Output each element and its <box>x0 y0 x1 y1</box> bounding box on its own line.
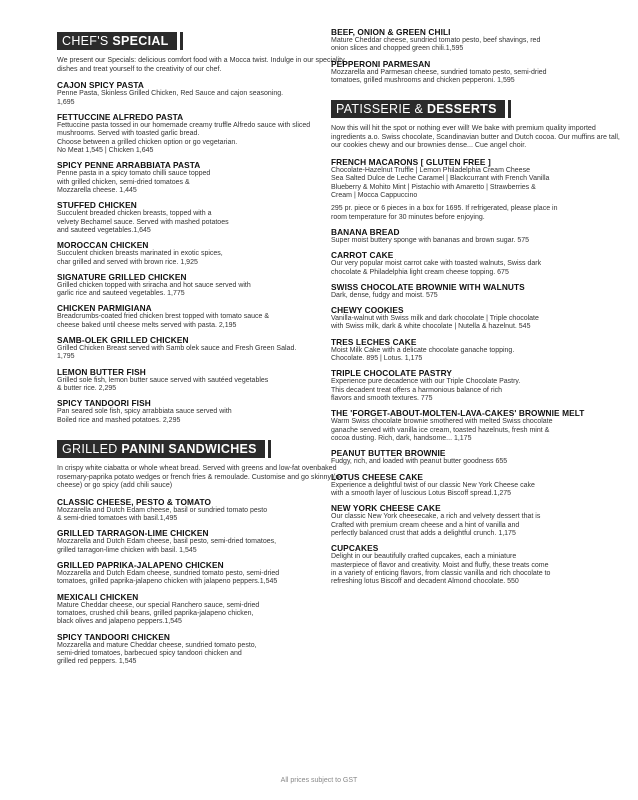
menu-item-name: FRENCH MACARONS [ GLUTEN FREE ] <box>331 157 491 167</box>
menu-item-name: LOTUS CHEESE CAKE <box>331 471 424 482</box>
menu-item-description: Mature Cheddar cheese, sundried tomato pesto, beef shavings, red onion slices and chopped green chili.1,595 <box>331 37 541 53</box>
menu-item <box>331 448 623 466</box>
menu-item-description: Mature Cheddar cheese, our special Ranchero sauce, semi-dried tomatoes, crushed chili beans, grilled paprika-jalapeno chicken, black olives and jalapeno peppers.1,545 <box>57 601 260 626</box>
menu-item-description: Warm Swiss chocolate brownie smothered with melted Swiss chocolate ganache served with vanilla ice cream, toasted hazelnuts, fresh mint & cocoa dusting. Rich, dark, handsome... 1,175 <box>331 418 553 443</box>
menu-item <box>331 337 623 364</box>
menu-item-description: Our classic New York cheesecake, a rich and velvety dessert that is Crafted with premium cream cheese and a hint of vanilla and perfectly balanced crust that adds a delightful crunch. 1,175 <box>331 513 541 537</box>
menu-item <box>331 157 623 201</box>
menu-item <box>57 112 349 156</box>
menu-item-description: Vanilla-walnut with Swiss milk and dark chocolate | Triple chocolate with Swiss milk, dark & white chocolate | Nutella & hazelnut. 545 <box>331 315 539 331</box>
menu-item <box>331 59 623 86</box>
menu-item-name: CARROT CAKE <box>331 250 394 261</box>
menu-item <box>331 503 623 538</box>
left-column <box>57 0 349 672</box>
panini-continued-list <box>331 27 623 85</box>
menu-item-description: Penne Pasta, Skinless Grilled Chicken, Red Sauce and cajon seasoning. 1,695 <box>57 90 284 106</box>
menu-item-description: Our very popular moist carrot cake with toasted walnuts, Swiss dark chocolate & Philadelphia light cream cheese topping. 675 <box>331 260 542 276</box>
menu-item-description: Experience pure decadence with our Triple Chocolate Pastry. This decadent treat offers a harmonious balance of rich flavors and smooth textures. 775 <box>331 378 521 403</box>
menu-item-name: PEPPERONI PARMESAN <box>331 58 431 69</box>
chefs-special-header: CHEF'S SPECIAL <box>57 32 180 50</box>
menu-item <box>331 282 623 300</box>
menu-item <box>57 560 349 587</box>
menu-item-name: NEW YORK CHEESE CAKE <box>331 503 441 514</box>
menu-item-description: Grilled chicken topped with sriracha and hot sauce served with garlic rice and sauteed vegetables. 1,775 <box>57 281 251 298</box>
menu-item <box>57 200 349 235</box>
right-column <box>331 0 623 592</box>
menu-item-description: Breadcrumbs-coated fried chicken brest topped with tomato sauce & cheese baked until cheese melts served with pasta. 2,195 <box>57 313 270 329</box>
menu-item <box>57 592 349 627</box>
menu-item-description: 295 pr. piece or 6 pieces in a box for 1695. If refrigerated, please place in room temperature for 30 minutes before enjoying. <box>331 205 558 221</box>
menu-item <box>331 305 623 332</box>
menu-item <box>331 543 623 587</box>
menu-item-name: SWISS CHOCOLATE BROWNIE WITH WALNUTS <box>331 281 525 292</box>
menu-item-name: PEANUT BUTTER BROWNIE <box>331 448 446 459</box>
chefs-intro: We present our Specials: delicious comfort food with a Mocca twist. Indulge in our speciality dishes and treat yourself to the creativity of our chef. <box>57 56 345 73</box>
menu-item-name: TRIPLE CHOCOLATE PASTRY <box>331 368 453 379</box>
menu-item-name: STUFFED CHICKEN <box>57 200 137 211</box>
menu-item-description: Pan seared sole fish, spicy arrabbiata sauce served with Boiled rice and mashed potatoes. 2,295 <box>57 408 232 424</box>
menu-item-name: CHICKEN PARMIGIANA <box>57 303 152 314</box>
menu-item <box>331 27 623 54</box>
menu-item-name: SAMB-OLEK GRILLED CHICKEN <box>57 335 189 346</box>
menu-item <box>57 528 349 555</box>
menu-item-description: Mozzarella and Dutch Edam cheese, basil or sundried tomato pesto & semi-dried tomatoes with basil.1,495 <box>57 506 268 523</box>
menu-item <box>331 408 623 443</box>
menu-item <box>57 497 349 524</box>
menu-item-description: Super moist buttery sponge with bananas and brown sugar. 575 <box>331 237 530 245</box>
menu-item-name: THE 'FORGET-ABOUT-MOLTEN-LAVA-CAKES' BROWNIE MELT <box>331 408 585 419</box>
menu-item-description: Grilled sole fish, lemon butter sauce served with sautéed vegetables & butter rice. 2,295 <box>57 376 269 393</box>
menu-item <box>57 367 349 394</box>
menu-item-name: CHEWY COOKIES <box>331 305 404 316</box>
panini-header: GRILLED PANINI SANDWICHES <box>57 440 268 458</box>
footer-note: All prices subject to GST <box>280 777 358 784</box>
menu-item-description: Experience a delightful twist of our classic New York Cheese cake with a smooth layer of luscious Lotus Biscoff spread.1,275 <box>331 481 535 497</box>
chefs-special-list <box>57 80 349 425</box>
menu-item <box>331 472 623 499</box>
menu-item-name: CAJON SPICY PASTA <box>57 80 144 91</box>
menu-item-description: Delight in our beautifully crafted cupcakes, each a miniature masterpiece of flavor and creativity. Moist and fluffy, these treats come in a variety of enticing flavors, from classic vanilla and rich chocolate to refreshing lotus Biscoff and decadent Almond chocolate. 550 <box>331 553 551 586</box>
menu-item <box>331 227 623 245</box>
menu-item-description: Mozzarella and Dutch Edam cheese, sundried tomato pesto, semi-dried tomatoes, grilled paprika-jalapeno chicken with jalapeno peppers.1,545 <box>57 569 280 586</box>
menu-item-description: Fettuccine pasta tossed in our homemade creamy truffle Alfredo sauce with sliced mushrooms. Served with toasted garlic bread. Choose between a grilled chicken option or go vegetarian. No Meat 1,545 | Chicken 1,645 <box>57 121 311 155</box>
desserts-header: PATISSERIE & DESSERTS <box>331 100 508 118</box>
menu-item <box>331 250 623 277</box>
menu-item-name: SIGNATURE GRILLED CHICKEN <box>57 271 187 282</box>
menu-item <box>57 160 349 195</box>
menu-item <box>331 368 623 403</box>
menu-item-description: Grilled Chicken Breast served with Samb olek sauce and Fresh Green Salad. 1,795 <box>57 345 297 361</box>
menu-item-description: Succulent breaded chicken breasts, topped with a velvety Bechamel sauce. Served with mashed potatoes and sauteed vegetables.1,645 <box>57 210 229 235</box>
menu-item-name: SPICY TANDOORI FISH <box>57 398 151 409</box>
menu-item-name: BANANA BREAD <box>331 227 400 238</box>
menu-item-name: FETTUCCINE ALFREDO PASTA <box>57 111 184 122</box>
menu-item-description: Dark, dense, fudgy and moist. 575 <box>331 291 438 299</box>
menu-item <box>57 335 349 362</box>
menu-item-description: Chocolate-Hazelnut Truffle | Lemon Philadelphia Cream Cheese Sea Salted Dulce de Leche Caramel | Blackcurrant with French Vanilla Blueberry & Mohito Mint | Pistachio with Amaretto | Strawberries & Cream | Mocca Cappuccino <box>331 167 550 200</box>
menu-item-name: MEXICALI CHICKEN <box>57 591 139 602</box>
menu-item-name: TRES LECHES CAKE <box>331 336 417 347</box>
menu-item-name: SPICY TANDOORI CHICKEN <box>57 631 170 642</box>
panini-intro: In crispy white ciabatta or whole wheat bread. Served with greens and low-fat ovenbaked rosemary-paprika potato wedges or french fries & remoulade. Customise and go skinny (no cheese) or go spicy (add chili sauce) <box>57 463 344 490</box>
menu-item-name: CUPCAKES <box>331 543 379 554</box>
menu-item <box>57 240 349 267</box>
menu-item-name: LEMON BUTTER FISH <box>57 366 146 377</box>
desserts-list <box>331 157 623 587</box>
menu-item <box>57 303 349 330</box>
panini-list <box>57 497 349 667</box>
menu-item-description: Mozzarella and Dutch Edam cheese, basil pesto, semi-dried tomatoes, grilled tarragon-lime chicken with basil. 1,545 <box>57 538 277 554</box>
menu-item <box>57 632 349 667</box>
menu-item-name: GRILLED PAPRIKA-JALAPENO CHICKEN <box>57 559 224 570</box>
menu-item-name: SPICY PENNE ARRABBIATA PASTA <box>57 160 201 171</box>
menu-item-description: Penne pasta in a spicy tomato chilli sauce topped with grilled chicken, semi-dried tomatoes & Mozzarella cheese. 1,445 <box>57 170 211 195</box>
menu-item-name: BEEF, ONION & GREEN CHILI <box>331 27 451 37</box>
menu-item <box>331 205 623 222</box>
menu-item <box>57 272 349 299</box>
menu-item <box>57 80 349 107</box>
menu-item <box>57 398 349 425</box>
menu-item-description: Moist Milk Cake with a delicate chocolate ganache topping. Chocolate. 895 | Lotus. 1,175 <box>331 346 515 363</box>
menu-item-name: CLASSIC CHEESE, PESTO & TOMATO <box>57 496 212 507</box>
desserts-intro: Now this will hit the spot or nothing ever will! We bake with premium quality imported ingredients a.o. Swiss chocolate, Scandinavian butter and Dutch cocoa. Our muffins are tall, our cookies chewy and our brownies dense... Cue angel choir. <box>331 124 620 150</box>
menu-item-name: GRILLED TARRAGON-LIME CHICKEN <box>57 528 209 539</box>
menu-item-description: Fudgy, rich, and loaded with peanut butter goodness 655 <box>331 458 508 466</box>
menu-item-name: MOROCCAN CHICKEN <box>57 240 149 251</box>
menu-item-description: Mozzarella and mature Cheddar cheese, sundried tomato pesto, semi-dried tomatoes, barbecued spicy tandoori chicken and grilled red peppers. 1,545 <box>57 641 257 666</box>
menu-item-description: Mozzarella and Parmesan cheese, sundried tomato pesto, semi-dried tomatoes, grilled mushrooms and chicken pepperoni. 1,595 <box>331 68 547 85</box>
menu-item-description: Succulent chicken breasts marinated in exotic spices, char grilled and served with brown rice. 1,925 <box>57 250 223 266</box>
